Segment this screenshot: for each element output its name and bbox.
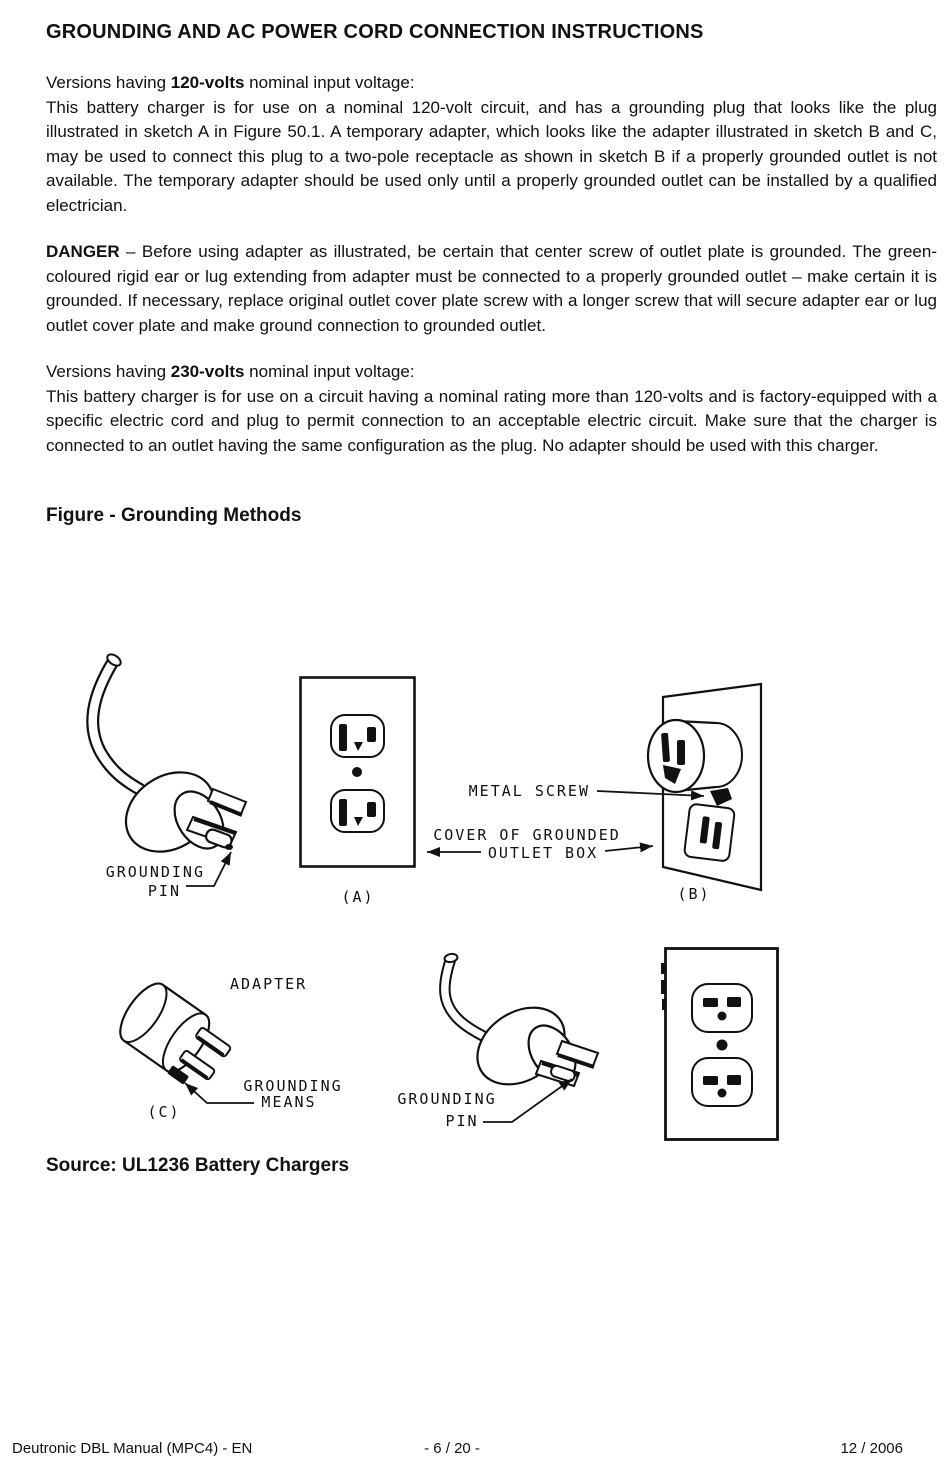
label-adapter: ADAPTER [230, 975, 308, 993]
lead-post: nominal input voltage: [244, 362, 415, 381]
figure-caption: Figure - Grounding Methods [46, 505, 302, 526]
label-cover-line1: COVER OF GROUNDED [433, 826, 621, 844]
receptacle [692, 1058, 752, 1106]
danger-word: DANGER [46, 242, 120, 261]
lead-post: nominal input voltage: [244, 73, 415, 92]
section-230v-lead [46, 360, 937, 385]
document-body [46, 21, 937, 527]
label-metal-screw: METAL SCREW [468, 782, 590, 800]
label-grounding-means-line1: GROUNDING [243, 1077, 343, 1095]
leader-cover-right [605, 846, 653, 851]
receptacle [331, 715, 384, 757]
center-screw [352, 767, 362, 777]
label-sketch-c: (C) [147, 1103, 181, 1121]
footer-page-number: - 6 / 20 - [424, 1440, 480, 1457]
section-230v-body: This battery charger is for use on a circuit having a nominal rating more than 120-volts and is factory-equipped with a specific electric cord and plug to permit connection to an acceptable electric circuit. Make sure that the charger is connected to an outlet having the same configuration as the plug. No adapter should be used with this charger. [46, 386, 937, 455]
label-sketch-a: (A) [341, 888, 375, 906]
page-title: GROUNDING AND AC POWER CORD CONNECTION INSTRUCTIONS [46, 21, 704, 43]
lead-bold: 230-volts [170, 362, 245, 381]
label-sketch-b: (B) [677, 885, 711, 903]
label-cover-line2: OUTLET BOX [487, 844, 599, 862]
adapter-sketch-c [110, 976, 238, 1095]
label-grounding-pin-b-line2: PIN [445, 1112, 479, 1130]
danger-text: – Before using adapter as illustrated, be certain that center screw of outlet plate is grounded. The green-coloured rigid ear or lug extending from adapter must be connected to a properly grounded outlet – make certain it is grounded. If necessary, replace original outlet cover plate screw with a longer screw that will secure adapter ear or lug outlet cover plate and make ground connection to grounded outlet. [46, 242, 937, 335]
source-line: Source: UL1236 Battery Chargers [46, 1155, 350, 1176]
footer-document-name: Deutronic DBL Manual (MPC4) - EN [12, 1440, 253, 1457]
center-screw [717, 1040, 728, 1051]
label-grounding-pin-b-line1: GROUNDING [397, 1090, 497, 1108]
outlet-plate-a [301, 678, 415, 867]
outlet-on-wall-b [684, 804, 735, 862]
lead-pre: Versions having [46, 73, 171, 92]
figure-grounding-methods [0, 630, 947, 1160]
label-grounding-means-line2: MEANS [261, 1093, 317, 1111]
receptacle [692, 984, 752, 1032]
receptacle [331, 790, 384, 832]
lead-bold: 120-volts [170, 73, 245, 92]
plug-sketch-a [93, 652, 246, 868]
plug-sketch-bottom [444, 953, 598, 1100]
section-120v-body: This battery charger is for use on a nominal 120-volt circuit, and has a grounding plug that looks like the plug illustrated in sketch A in Figure 50.1. A temporary adapter, which looks like the adapter illustrated in sketch B and C, may be used to connect this plug to a two-pole receptacle as shown in sketch B if a properly grounded outlet is not available. The temporary adapter should be used only until a properly grounded outlet can be installed by a qualified electrician. [46, 97, 937, 215]
label-grounding-pin-a-line1: GROUNDING [105, 863, 205, 881]
cord-end [444, 953, 458, 963]
label-grounding-pin-a-line2: PIN [147, 882, 181, 900]
outlet-plate-bottom [661, 949, 778, 1140]
footer-date: 12 / 2006 [840, 1440, 903, 1457]
section-danger [46, 240, 937, 338]
section-230v [46, 360, 937, 458]
section-120v-lead [46, 71, 937, 96]
lead-pre: Versions having [46, 362, 171, 381]
section-120v [46, 71, 937, 218]
